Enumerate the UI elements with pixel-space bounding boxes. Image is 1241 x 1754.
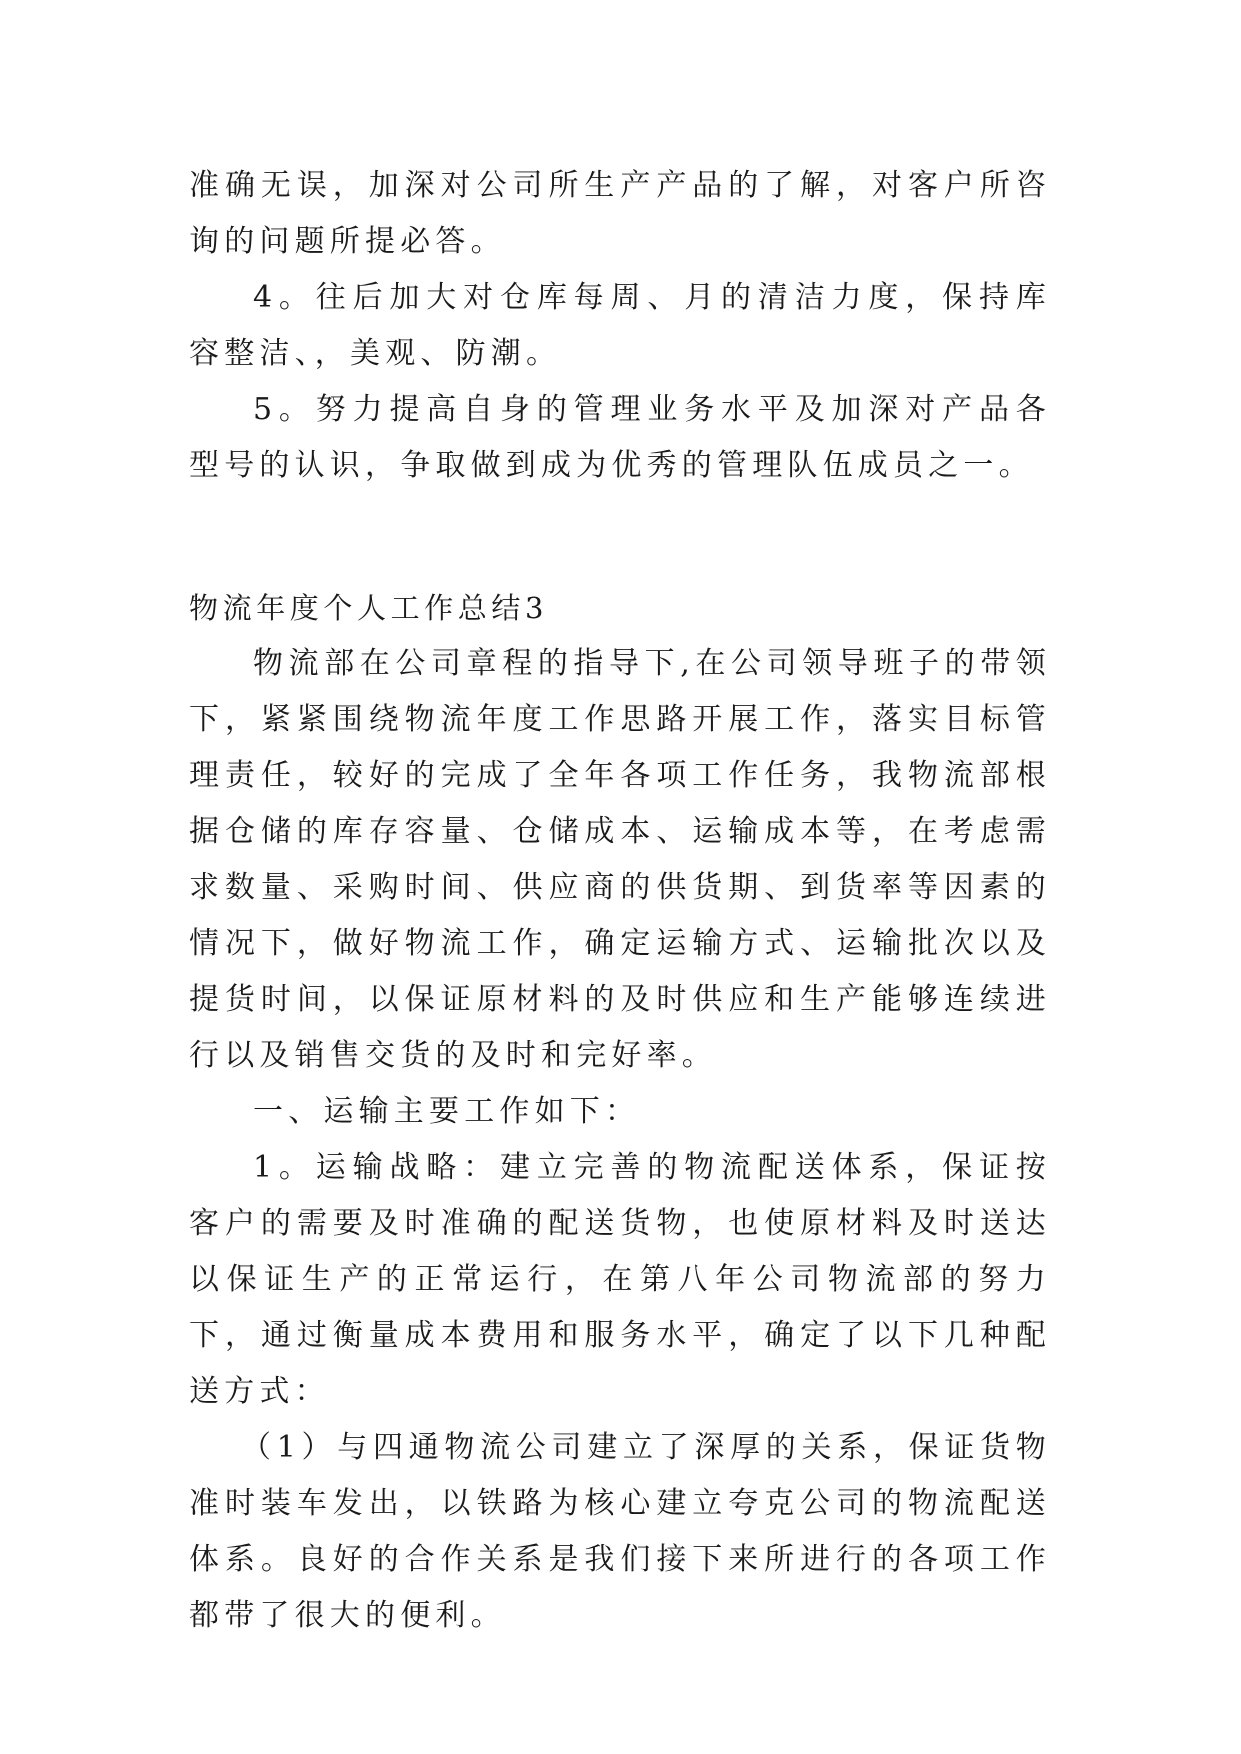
section-gap <box>189 494 1051 580</box>
paragraph-transport-strategy: 1。运输战略：建立完善的物流配送体系，保证按客户的需要及时准确的配送货物，也使原材料及时送达以保证生产的正常运行，在第八年公司物流部的努力下，通过衡量成本费用和服务水平，确定了以下几种配送方式： <box>189 1150 1051 1409</box>
paragraph-intro: 物流部在公司章程的指导下,在公司领导班子的带领下，紧紧围绕物流年度工作思路开展工作，落实目标管理责任，较好的完成了全年各项工作任务，我物流部根据仓储的库存容量、仓储成本、运输成本等，在考虑需求数量、采购时间、供应商的供货期、到货率等因素的情况下，做好物流工作，确定运输方式、运输批次以及提货时间，以保证原材料的及时供应和生产能够连续进行以及销售交货的及时和完好率。 <box>189 646 1051 1073</box>
paragraph-item-4: 4。往后加大对仓库每周、月的清洁力度，保持库容整洁、，美观、防潮。 <box>189 280 1051 371</box>
paragraph-item-5: 5。努力提高自身的管理业务水平及加深对产品各型号的认识，争取做到成为优秀的管理队伍成员之一。 <box>189 392 1051 483</box>
paragraph-continuation: 准确无误，加深对公司所生产产品的了解，对客户所咨询的问题所提必答。 <box>189 168 1051 259</box>
paragraph-subitem-1: （1）与四通物流公司建立了深厚的关系，保证货物准时装车发出，以铁路为核心建立夸克公司的物流配送体系。良好的合作关系是我们接下来所进行的各项工作都带了很大的便利。 <box>189 1430 1051 1633</box>
section-title: 物流年度个人工作总结3 <box>189 591 549 625</box>
paragraph-heading-transport: 一、运输主要工作如下： <box>253 1094 641 1129</box>
document-body <box>189 158 1051 1644</box>
